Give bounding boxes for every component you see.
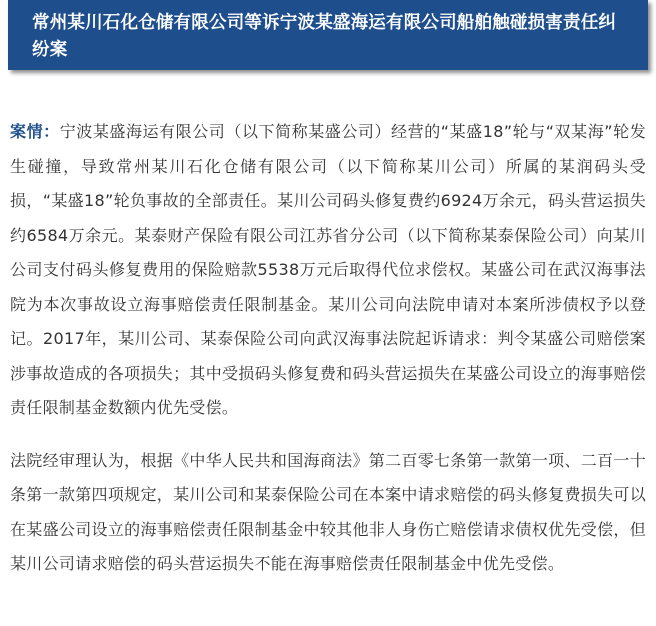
case-label: 案情：: [10, 122, 60, 141]
article-body: [10, 115, 646, 582]
title-banner: [8, 0, 648, 70]
case-facts-text: 宁波某盛海运有限公司（以下简称某盛公司）经营的“某盛18”轮与“双某海”轮发生碰撞，导致常州某川石化仓储有限公司（以下简称某川公司）所属的某润码头受损，“某盛18”轮负事故的全部责任。某川公司码头修复费约6924万余元，码头营运损失约6584万余元。某泰财产保险有限公司江苏省分公司（以下简称某泰保险公司）向某川公司支付码头修复费用的保险赔款5538万元后取得代位求偿权。某盛公司在武汉海事法院为本次事故设立海事赔偿责任限制基金。某川公司向法院申请对本案所涉债权予以登记。2017年，某川公司、某泰保险公司向武汉海事法院起诉请求：判令某盛公司赔偿案涉事故造成的各项损失；其中受损码头修复费和码头营运损失在某盛公司设立的海事赔偿责任限制基金数额内优先受偿。: [10, 122, 646, 417]
case-title: 常州某川石化仓储有限公司等诉宁波某盛海运有限公司船舶触碰损害责任纠纷案: [32, 13, 617, 60]
case-facts-paragraph: [10, 115, 646, 426]
ruling-paragraph: 法院经审理认为，根据《中华人民共和国海商法》第二百零七条第一款第一项、二百一十条第一款第四项规定，某川公司和某泰保险公司在本案中请求赔偿的码头修复费损失可以在某盛公司设立的海事赔偿责任限制基金中较其他非人身伤亡赔偿请求债权优先受偿，但某川公司请求赔偿的码头营运损失不能在海事赔偿责任限制基金中优先受偿。: [10, 450, 646, 573]
